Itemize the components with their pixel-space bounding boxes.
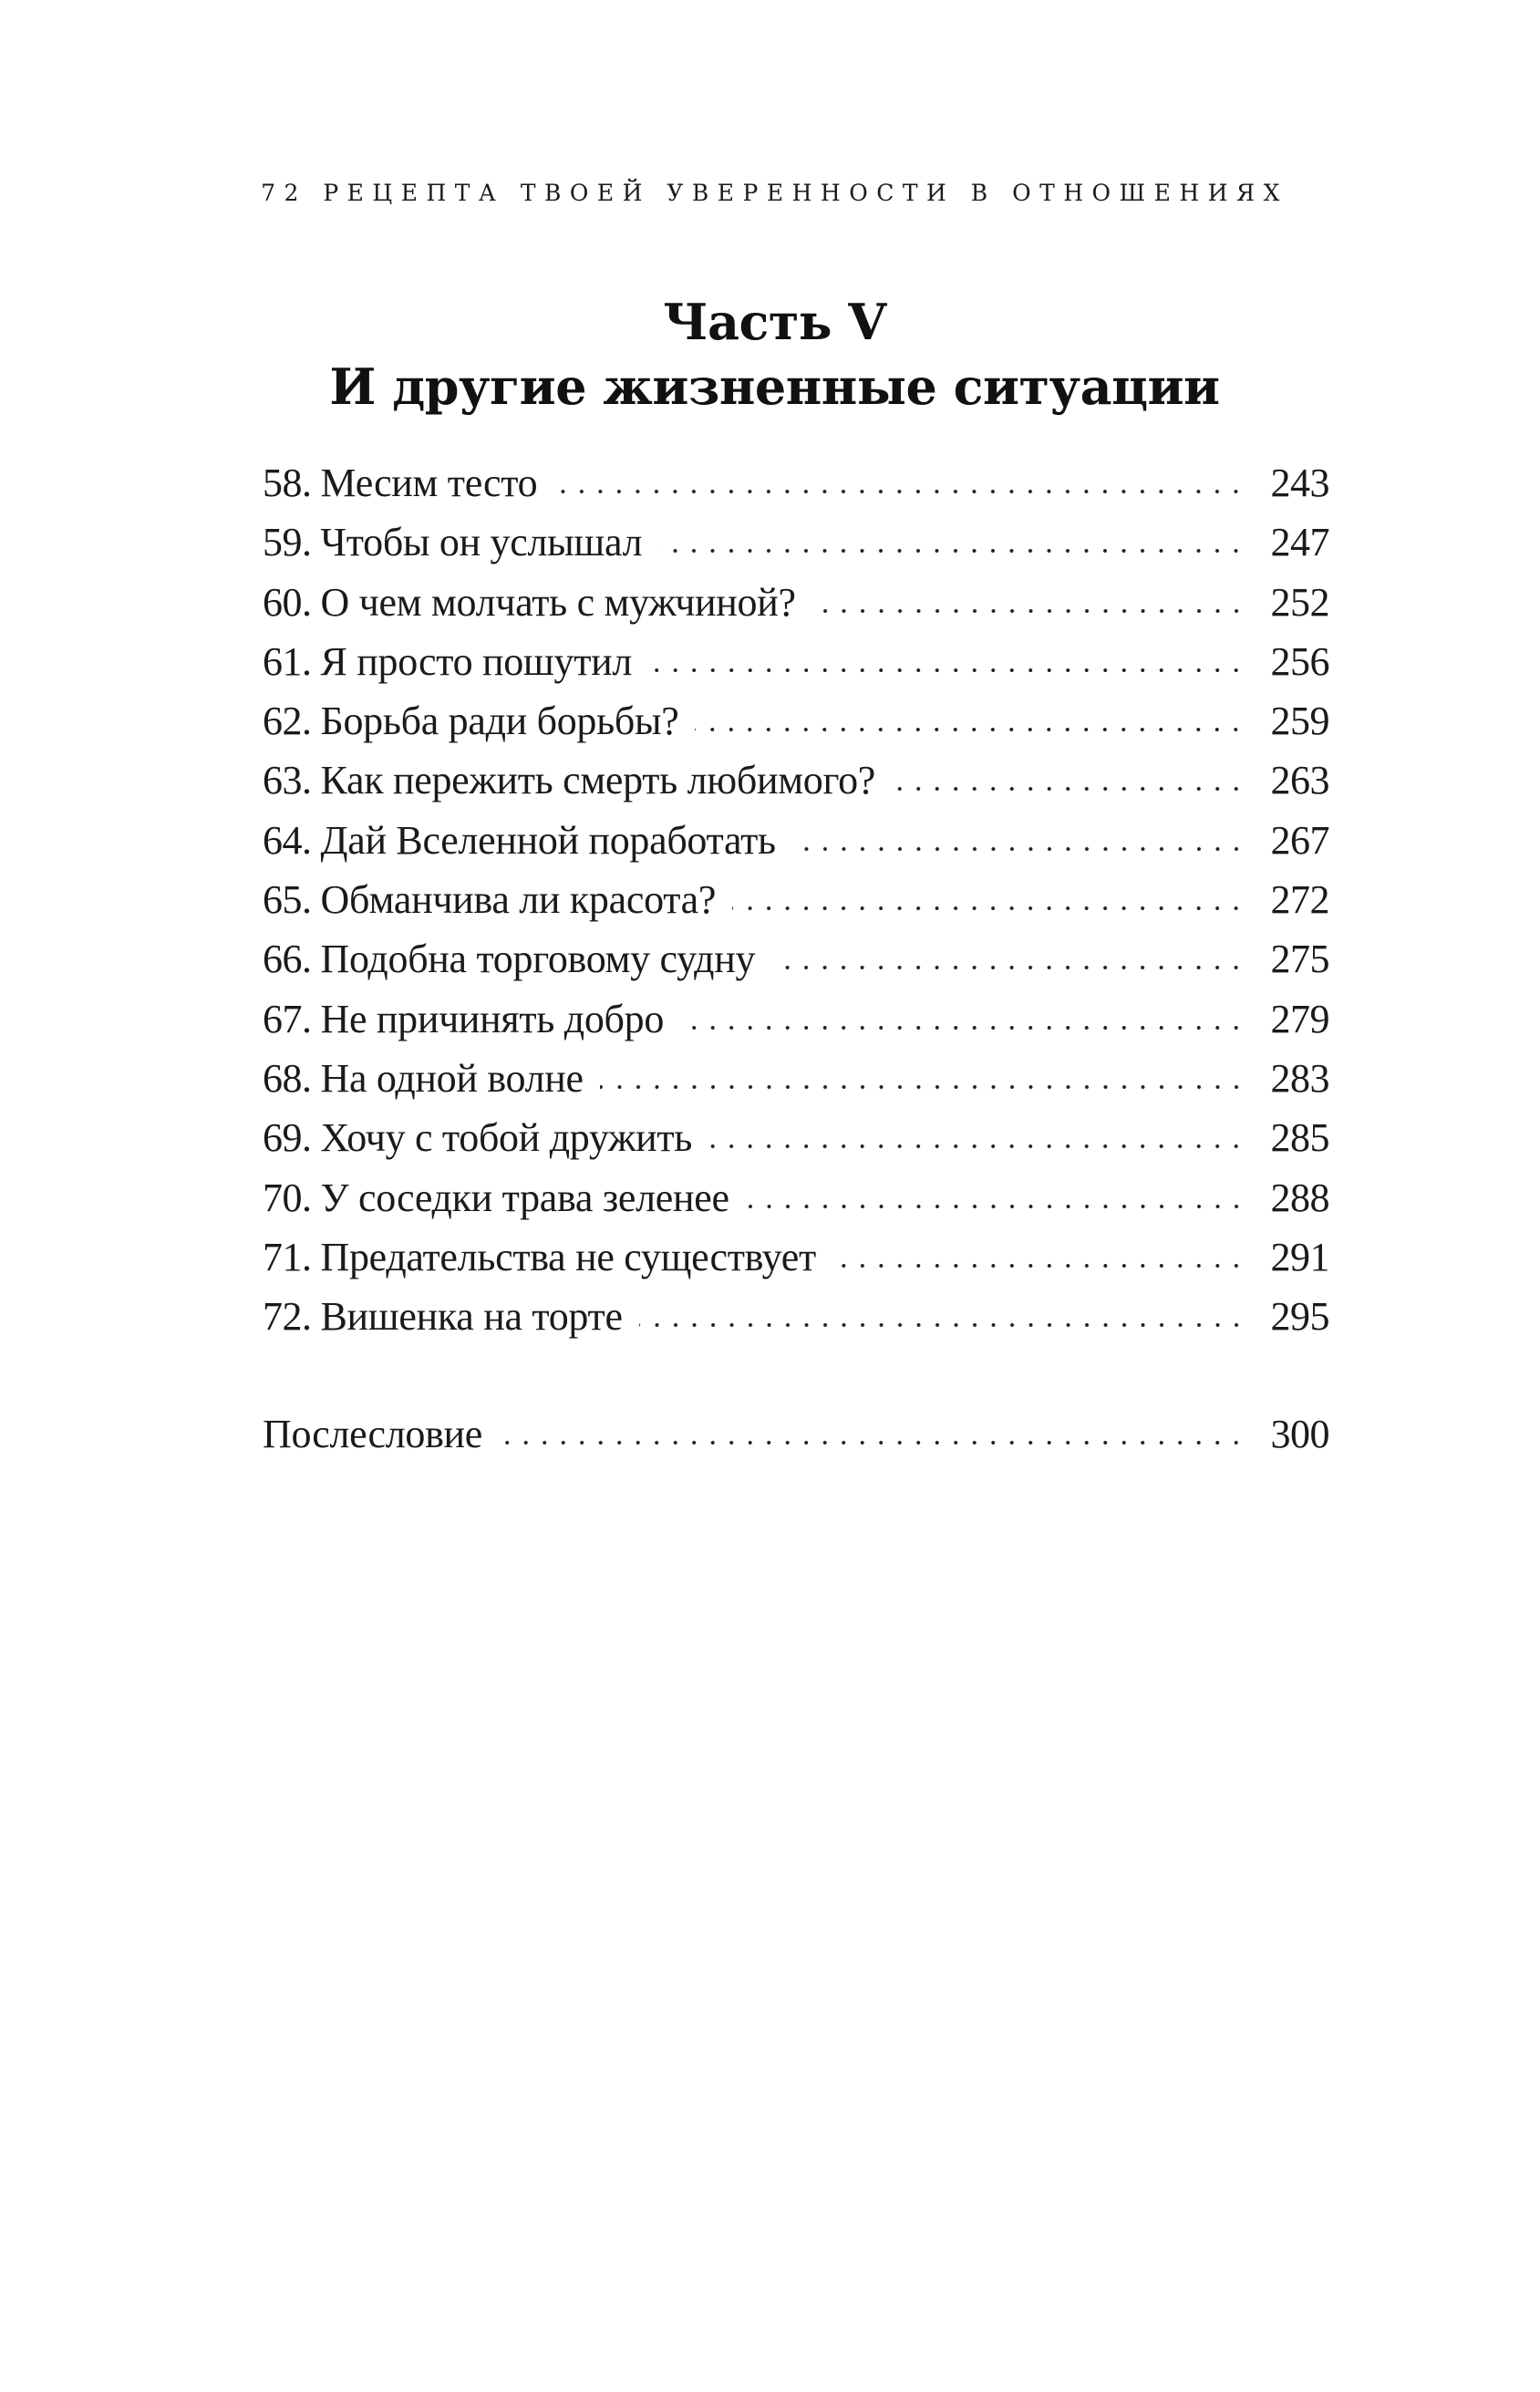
toc-entry-number: 67. bbox=[263, 996, 312, 1041]
toc-entry-68[interactable] bbox=[263, 1049, 1329, 1108]
toc-entry-number: 69. bbox=[263, 1115, 312, 1161]
toc-entry-page: 283 bbox=[1270, 1055, 1329, 1101]
dot-leader bbox=[746, 1203, 1245, 1210]
toc-entry-number: 59. bbox=[263, 520, 312, 565]
toc-entry-66[interactable] bbox=[263, 929, 1329, 989]
toc-entry-number: 63. bbox=[263, 758, 312, 803]
toc-entry-page: 279 bbox=[1270, 996, 1329, 1041]
toc-entry-title: Предательства не существует bbox=[320, 1234, 816, 1279]
toc-entry-59[interactable] bbox=[263, 513, 1329, 572]
toc-entry-page: 267 bbox=[1270, 817, 1329, 863]
toc-entry-page: 247 bbox=[1270, 520, 1329, 565]
toc-entry-title: Вишенка на торте bbox=[320, 1294, 623, 1340]
part-number: Часть V bbox=[663, 293, 886, 351]
toc-entry-65[interactable] bbox=[263, 870, 1329, 929]
toc-entry-page: 285 bbox=[1270, 1115, 1329, 1161]
toc-entry-page: 272 bbox=[1270, 877, 1329, 923]
dot-leader bbox=[695, 726, 1245, 733]
toc-entry-title: О чем молчать с мужчиной? bbox=[320, 579, 796, 625]
toc-entry-number: 72. bbox=[263, 1294, 312, 1340]
toc-entry-title: Месим тесто bbox=[320, 461, 538, 505]
toc-entry-60[interactable] bbox=[263, 573, 1329, 632]
toc-entry-title: Как пережить смерть любимого? bbox=[320, 758, 876, 803]
toc-entry-page: 275 bbox=[1270, 937, 1329, 982]
toc-entry-title: На одной волне bbox=[320, 1055, 584, 1101]
dot-leader bbox=[792, 845, 1245, 853]
toc-entry-title: Борьба ради борьбы? bbox=[320, 699, 679, 744]
toc-entry-page: 291 bbox=[1270, 1234, 1329, 1279]
dot-leader bbox=[680, 1024, 1245, 1031]
dot-leader bbox=[639, 1321, 1245, 1329]
toc-entry-page: 252 bbox=[1270, 579, 1329, 625]
toc-entry-70[interactable] bbox=[263, 1168, 1329, 1227]
toc-entry-title: Послесловие bbox=[263, 1412, 483, 1457]
part-title: И другие жизненные ситуации bbox=[329, 357, 1220, 416]
toc-entry-title: Дай Вселенной поработать bbox=[320, 817, 776, 863]
toc-entry-title: Не причинять добро bbox=[320, 996, 665, 1041]
toc-entry-72[interactable] bbox=[263, 1287, 1329, 1346]
toc-entry-61[interactable] bbox=[263, 632, 1329, 691]
table-of-contents bbox=[263, 453, 1329, 1465]
toc-entry-number: 66. bbox=[263, 937, 312, 982]
toc-entry-number: 68. bbox=[263, 1055, 312, 1101]
toc-entry-62[interactable] bbox=[263, 691, 1329, 751]
toc-entry-title: Подобна торговому судну bbox=[320, 937, 756, 982]
toc-entry-page: 259 bbox=[1270, 699, 1329, 744]
toc-entry-number: 61. bbox=[263, 638, 312, 684]
toc-entry-title: Обманчива ли красота? bbox=[320, 877, 717, 923]
toc-entry-number: 64. bbox=[263, 817, 312, 863]
toc-entry-number: 65. bbox=[263, 877, 312, 923]
dot-leader bbox=[553, 488, 1245, 495]
toc-entry-afterword[interactable] bbox=[263, 1404, 1329, 1464]
toc-entry-page: 288 bbox=[1270, 1175, 1329, 1220]
toc-entry-number: 71. bbox=[263, 1234, 312, 1279]
dot-leader bbox=[732, 905, 1245, 912]
dot-leader bbox=[600, 1083, 1245, 1091]
toc-entry-number: 62. bbox=[263, 699, 312, 744]
toc-entry-page: 256 bbox=[1270, 638, 1329, 684]
dot-leader bbox=[892, 785, 1245, 792]
toc-entry-page: 263 bbox=[1270, 758, 1329, 803]
toc-entry-number: 58. bbox=[263, 461, 312, 505]
toc-entry-title: У соседки трава зеленее bbox=[320, 1175, 729, 1220]
toc-entry-title: Хочу с тобой дружить bbox=[320, 1115, 693, 1161]
toc-entry-63[interactable] bbox=[263, 751, 1329, 810]
dot-leader bbox=[708, 1143, 1245, 1150]
toc-entry-title: Я просто пошутил bbox=[320, 638, 633, 684]
section-spacer bbox=[263, 1346, 1329, 1404]
part-heading bbox=[0, 290, 1540, 419]
toc-entry-page: 300 bbox=[1270, 1412, 1329, 1457]
toc-entry-64[interactable] bbox=[263, 811, 1329, 870]
dot-leader bbox=[499, 1439, 1245, 1446]
toc-entry-69[interactable] bbox=[263, 1108, 1329, 1167]
toc-entry-page: 295 bbox=[1270, 1294, 1329, 1340]
dot-leader bbox=[658, 547, 1245, 554]
toc-entry-page: 243 bbox=[1270, 461, 1329, 505]
toc-entry-title: Чтобы он услышал bbox=[320, 520, 643, 565]
dot-leader bbox=[812, 607, 1245, 615]
toc-entry-number: 60. bbox=[263, 579, 312, 625]
toc-entry-67[interactable] bbox=[263, 989, 1329, 1049]
toc-entry-71[interactable] bbox=[263, 1227, 1329, 1287]
dot-leader bbox=[771, 964, 1245, 971]
toc-entry-58[interactable] bbox=[263, 453, 1329, 513]
dot-leader bbox=[648, 667, 1245, 674]
toc-entry-number: 70. bbox=[263, 1175, 312, 1220]
dot-leader bbox=[832, 1262, 1245, 1269]
running-header: 72 РЕЦЕПТА ТВОЕЙ УВЕРЕННОСТИ В ОТНОШЕНИЯХ bbox=[261, 180, 1288, 206]
